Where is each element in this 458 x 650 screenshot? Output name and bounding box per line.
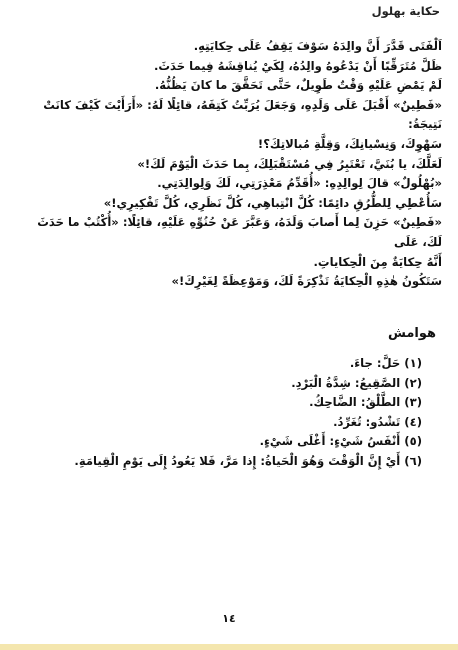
story-line: «فَطِينٌ» حَزِنَ لِما أَصابَ وَلَدَهُ، وَعَبَّرَ عَنْ حُنُوِّهِ عَلَيْهِ، قائِلًا: «أُكْتُبْ ما حَدَثَ لَكَ، عَلَى — [37, 215, 442, 249]
story-line: سَأُعْطِي لِلطُّرُقِ دائِمًا: كُلَّ انْتِباهِي، كُلَّ نَظَرِي، كُلَّ تَفْكِيرِي!» — [103, 195, 442, 210]
page-number: ١٤ — [222, 612, 236, 625]
footnotes-heading: هوامش — [387, 326, 436, 341]
footnote-item: (٥) أَنْفَسُ شَيْءٍ: أَغْلَى شَيْءٍ. — [259, 434, 422, 449]
story-line: لَمْ يَمْضِ عَلَيْهِ وَقْتٌ طَوِيلٌ، حَتَّى تَحَقَّقَ ما كانَ يَظُنُّهُ. — [154, 78, 442, 93]
footnote-item: (١) حَلَّ: جاءَ. — [349, 356, 422, 370]
footnote-item: (٣) الطَّلْقُ: الضَّاحِكُ. — [309, 395, 422, 410]
story-line: «بُهْلُولٌ» قالَ لِوالِدِهِ: «أُقَدِّمُ مَعْذِرَتِي، لَكَ وَلِوالِدَتِي. — [157, 176, 442, 191]
story-line: سَهْوِكَ، وَنِسْيانِكَ، وَقِلَّةِ مُبالاتِكَ؟! — [257, 136, 442, 151]
bottom-strip — [0, 644, 458, 650]
story-line: لَعَلَّكَ، يا بُنَيَّ، تَعْتَبِرُ فِي مُسْتَقْبَلِكَ، بِما حَدَثَ الْيَوْمَ لَكَ!» — [137, 156, 442, 171]
story-line: اَلْفَتَى قَدَّرَ أَنَّ والِدَهُ سَوْفَ يَقِفُ عَلَى حِكايَتِهِ. — [193, 39, 442, 53]
story-line: سَتَكُونُ هٰذِهِ الْحِكايَةُ تَذْكِرَةً لَكَ، وَمَوْعِظَةً لِغَيْرِكَ!» — [171, 274, 442, 289]
story-line: ظَلَّ مُتَرَقِّبًا أَنْ يَدْعُوهُ والِدُهُ، لِكَيْ يُناقِشَهُ فِيما حَدَثَ. — [153, 58, 442, 73]
footnote-item: (٤) تَشْدُو: تُغَرِّدُ. — [333, 414, 422, 429]
story-line: أَنَّهُ حِكايَةٌ مِنَ الْحِكاياتِ. — [313, 254, 442, 269]
footnote-item: (٦) أَيْ إِنَّ الْوَقْتَ وَهُوَ الْحَياةُ: إِذا مَرَّ، فَلا يَعُودُ إِلَى يَوْمِ الْقِيامَةِ. — [74, 453, 422, 468]
story-text — [14, 37, 442, 292]
story-line: «فَطِينٌ» أَقْبَلَ عَلَى وَلَدِهِ، وَجَعَلَ يُرَبِّتُ كَتِفَهُ، قائِلًا لَهُ: «أَرَأَيْتَ كَيْفَ كانَتْ نَتِيجَةُ: — [43, 97, 442, 132]
footnotes-list — [40, 354, 422, 472]
page-header-title: حكاية بهلول — [371, 4, 440, 18]
footnote-item: (٢) الصَّقِيعُ: شِدَّةُ الْبَرْدِ. — [291, 375, 422, 390]
